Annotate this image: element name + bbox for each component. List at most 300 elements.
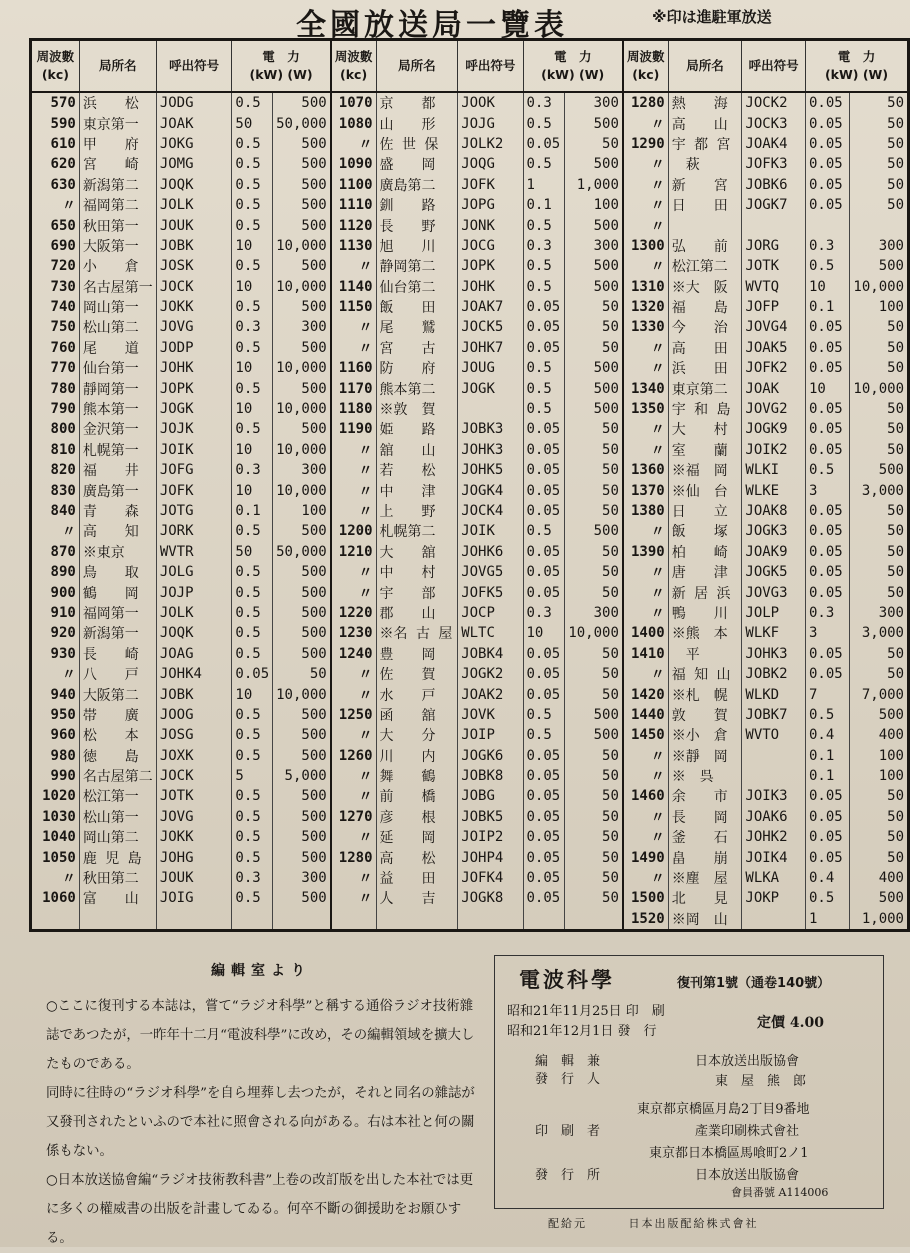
freq-header-text: (kc) bbox=[41, 67, 69, 82]
power-kw: 0.5 bbox=[805, 460, 849, 480]
station-name: 仙台第一 bbox=[79, 358, 156, 378]
frequency: 1060 bbox=[31, 888, 80, 908]
call-sign: JOKK bbox=[156, 827, 232, 847]
power-kw: 10 bbox=[232, 236, 273, 256]
frequency: 800 bbox=[31, 419, 80, 439]
power-kw: 0.05 bbox=[805, 358, 849, 378]
station-name: ※岡 山 bbox=[668, 909, 742, 931]
power-kw: 0.5 bbox=[232, 786, 273, 806]
call-sign bbox=[458, 909, 523, 931]
frequency: 1170 bbox=[331, 378, 376, 398]
frequency: 〃 bbox=[623, 582, 668, 602]
frequency: 1500 bbox=[623, 888, 668, 908]
power-w: 50 bbox=[565, 644, 623, 664]
page-title: 全國放送局一覽表 bbox=[296, 8, 568, 43]
power-w: 50 bbox=[850, 786, 909, 806]
power-w: 500 bbox=[273, 623, 331, 643]
power-w: 500 bbox=[565, 399, 623, 419]
frequency: 〃 bbox=[623, 603, 668, 623]
frequency: 740 bbox=[31, 297, 80, 317]
table-row bbox=[31, 501, 909, 521]
call-sign: JOIK bbox=[458, 521, 523, 541]
table-row bbox=[31, 562, 909, 582]
frequency: 1200 bbox=[331, 521, 376, 541]
power-w: 500 bbox=[273, 582, 331, 602]
call-sign: JOAK7 bbox=[458, 297, 523, 317]
frequency: 〃 bbox=[623, 664, 668, 684]
frequency: 690 bbox=[31, 236, 80, 256]
power-kw: 0.05 bbox=[523, 440, 565, 460]
call-sign: JOHK7 bbox=[458, 338, 523, 358]
frequency: 〃 bbox=[331, 256, 376, 276]
power-kw: 0.05 bbox=[805, 440, 849, 460]
frequency: 〃 bbox=[31, 868, 80, 888]
frequency: 〃 bbox=[623, 175, 668, 195]
frequency: 1490 bbox=[623, 847, 668, 867]
call-sign: JOMG bbox=[156, 154, 232, 174]
call-sign: JOHK4 bbox=[156, 664, 232, 684]
call-sign: JOBK7 bbox=[742, 705, 806, 725]
power-w: 500 bbox=[273, 154, 331, 174]
power-w: 50 bbox=[850, 399, 909, 419]
power-kw: 0.05 bbox=[805, 542, 849, 562]
frequency: 〃 bbox=[331, 664, 376, 684]
power-w bbox=[850, 215, 909, 235]
call-sign: JOGK4 bbox=[458, 480, 523, 500]
frequency: 〃 bbox=[331, 888, 376, 908]
power-kw: 0.05 bbox=[523, 746, 565, 766]
power-kw: 10 bbox=[232, 480, 273, 500]
station-name: 高 山 bbox=[668, 113, 742, 133]
frequency: 1030 bbox=[31, 807, 80, 827]
editor-paragraph: ○ここに復刊する本誌は，嘗て“ラジオ科學”と稱する通俗ラジオ技術雜誌であつたが，一昨年十二月“電波科學”に改め，その編輯領域を擴大したものである。 bbox=[46, 999, 475, 1072]
station-name: 福岡第一 bbox=[79, 603, 156, 623]
power-kw: 5 bbox=[232, 766, 273, 786]
power-kw: 0.05 bbox=[523, 807, 565, 827]
station-name: 松山第一 bbox=[79, 807, 156, 827]
power-kw: 0.05 bbox=[805, 338, 849, 358]
power-kw: 0.3 bbox=[805, 603, 849, 623]
frequency: 〃 bbox=[623, 807, 668, 827]
power-header-text: (W) bbox=[579, 67, 605, 82]
call-sign bbox=[742, 215, 806, 235]
station-name: 柏 崎 bbox=[668, 542, 742, 562]
power-kw: 0.05 bbox=[523, 480, 565, 500]
table-row bbox=[31, 766, 909, 786]
call-sign: JOCK3 bbox=[742, 113, 806, 133]
power-w: 100 bbox=[565, 195, 623, 215]
power-w: 50 bbox=[273, 664, 331, 684]
table-header bbox=[31, 40, 909, 93]
table-row bbox=[31, 725, 909, 745]
station-name: ※熊 本 bbox=[668, 623, 742, 643]
power-w: 50 bbox=[850, 195, 909, 215]
frequency: 990 bbox=[31, 766, 80, 786]
frequency: 1320 bbox=[623, 297, 668, 317]
name-header-text: 局所名 bbox=[398, 58, 436, 73]
power-kw: 0.05 bbox=[523, 338, 565, 358]
table-row bbox=[31, 113, 909, 133]
call-sign: JOHG bbox=[156, 847, 232, 867]
name-header bbox=[668, 40, 742, 93]
power-w: 500 bbox=[273, 725, 331, 745]
station-name: 畠 崩 bbox=[668, 847, 742, 867]
table-row bbox=[31, 338, 909, 358]
table-row bbox=[31, 297, 909, 317]
power-kw: 0.05 bbox=[523, 317, 565, 337]
call-sign: JODG bbox=[156, 92, 232, 113]
table-row bbox=[31, 909, 909, 931]
name-header bbox=[79, 40, 156, 93]
printer-label: 印 刷 者 bbox=[535, 1124, 601, 1139]
station-name: 舞 鶴 bbox=[376, 766, 458, 786]
station-name: 熊本第一 bbox=[79, 399, 156, 419]
call-sign: JOBK2 bbox=[742, 664, 806, 684]
frequency: 〃 bbox=[331, 317, 376, 337]
frequency: 980 bbox=[31, 746, 80, 766]
power-kw: 0.5 bbox=[232, 847, 273, 867]
print-date: 昭和21年11月25日 印 刷 bbox=[507, 1004, 665, 1019]
call-sign: JOTK bbox=[742, 256, 806, 276]
frequency: 910 bbox=[31, 603, 80, 623]
frequency: 〃 bbox=[331, 440, 376, 460]
call-header bbox=[742, 40, 806, 93]
call-sign: JOUG bbox=[458, 358, 523, 378]
station-name: 余 市 bbox=[668, 786, 742, 806]
power-kw: 10 bbox=[232, 277, 273, 297]
table-row bbox=[31, 827, 909, 847]
power-w: 50 bbox=[850, 542, 909, 562]
magazine-name: 電波科學 bbox=[519, 967, 615, 992]
table-row bbox=[31, 664, 909, 684]
power-kw: 10 bbox=[232, 440, 273, 460]
power-w: 50 bbox=[565, 664, 623, 684]
call-sign: JOCK5 bbox=[458, 317, 523, 337]
station-name: 鶴 岡 bbox=[79, 582, 156, 602]
issue-number: 復刊第1號（通卷140號） bbox=[677, 976, 831, 991]
power-w: 500 bbox=[273, 786, 331, 806]
power-kw: 0.5 bbox=[232, 256, 273, 276]
power-w: 10,000 bbox=[273, 236, 331, 256]
station-name: 防 府 bbox=[376, 358, 458, 378]
power-w: 50 bbox=[565, 460, 623, 480]
power-w: 50,000 bbox=[273, 542, 331, 562]
printer-org: 產業印刷株式會社 bbox=[695, 1124, 800, 1139]
power-kw: 0.3 bbox=[232, 868, 273, 888]
power-w: 50 bbox=[565, 582, 623, 602]
station-name: 高 田 bbox=[668, 338, 742, 358]
table-row bbox=[31, 603, 909, 623]
power-kw: 10 bbox=[805, 277, 849, 297]
frequency: 870 bbox=[31, 542, 80, 562]
table-row bbox=[31, 888, 909, 908]
station-name: 甲 府 bbox=[79, 134, 156, 154]
station-name: 福岡第二 bbox=[79, 195, 156, 215]
station-name: 新潟第一 bbox=[79, 623, 156, 643]
frequency: 〃 bbox=[31, 195, 80, 215]
station-name: 仙台第二 bbox=[376, 277, 458, 297]
distributor-name: 日本出版配給株式會社 bbox=[628, 1217, 759, 1230]
frequency: 1310 bbox=[623, 277, 668, 297]
power-kw: 0.5 bbox=[232, 807, 273, 827]
power-w: 50 bbox=[850, 501, 909, 521]
station-name: ※仙 台 bbox=[668, 480, 742, 500]
power-kw: 0.5 bbox=[523, 725, 565, 745]
station-name: 宮 古 bbox=[376, 338, 458, 358]
power-w: 10,000 bbox=[565, 623, 623, 643]
power-kw: 0.5 bbox=[232, 215, 273, 235]
frequency: 770 bbox=[31, 358, 80, 378]
station-name: 北 見 bbox=[668, 888, 742, 908]
station-name: 秋田第一 bbox=[79, 215, 156, 235]
table-row bbox=[31, 277, 909, 297]
call-sign: JOHK6 bbox=[458, 542, 523, 562]
call-sign: JOIK bbox=[156, 440, 232, 460]
frequency: 〃 bbox=[331, 582, 376, 602]
frequency: 1160 bbox=[331, 358, 376, 378]
frequency: 1400 bbox=[623, 623, 668, 643]
frequency: 1260 bbox=[331, 746, 376, 766]
power-w: 500 bbox=[273, 827, 331, 847]
station-name: 飯 田 bbox=[376, 297, 458, 317]
power-w: 10,000 bbox=[273, 399, 331, 419]
power-w: 500 bbox=[273, 644, 331, 664]
power-kw: 0.5 bbox=[523, 256, 565, 276]
power-kw bbox=[232, 909, 273, 931]
power-w: 50 bbox=[850, 807, 909, 827]
power-kw bbox=[805, 215, 849, 235]
call-sign: JOBK4 bbox=[458, 644, 523, 664]
call-sign: JOBK3 bbox=[458, 419, 523, 439]
power-w: 10,000 bbox=[273, 277, 331, 297]
table-row bbox=[31, 644, 909, 664]
power-kw: 0.05 bbox=[805, 562, 849, 582]
call-sign: JOVG3 bbox=[742, 582, 806, 602]
frequency: 〃 bbox=[623, 215, 668, 235]
frequency: 1460 bbox=[623, 786, 668, 806]
distributor bbox=[548, 1215, 759, 1231]
table-row bbox=[31, 195, 909, 215]
power-w: 1,000 bbox=[565, 175, 623, 195]
power-w: 50 bbox=[850, 440, 909, 460]
power-w: 3,000 bbox=[850, 480, 909, 500]
frequency: 920 bbox=[31, 623, 80, 643]
power-kw: 0.05 bbox=[523, 297, 565, 317]
power-kw: 0.5 bbox=[523, 358, 565, 378]
station-name bbox=[668, 215, 742, 235]
power-w: 500 bbox=[273, 134, 331, 154]
freq-header-text: 周波數 bbox=[334, 49, 373, 64]
call-sign: WVTQ bbox=[742, 277, 806, 297]
table-row bbox=[31, 847, 909, 867]
power-kw: 0.5 bbox=[232, 705, 273, 725]
freq-header bbox=[623, 40, 668, 93]
power-kw: 0.05 bbox=[805, 175, 849, 195]
power-kw: 0.05 bbox=[805, 154, 849, 174]
power-kw: 0.5 bbox=[232, 154, 273, 174]
power-w: 50 bbox=[565, 542, 623, 562]
table-row bbox=[31, 419, 909, 439]
frequency: 〃 bbox=[331, 480, 376, 500]
call-header-text: 呼出符号 bbox=[748, 58, 799, 73]
power-w: 50 bbox=[565, 684, 623, 704]
frequency: 1410 bbox=[623, 644, 668, 664]
call-sign: WLKE bbox=[742, 480, 806, 500]
station-name: 佐 賀 bbox=[376, 664, 458, 684]
call-sign: JOIK4 bbox=[742, 847, 806, 867]
station-name: 山 形 bbox=[376, 113, 458, 133]
power-w: 500 bbox=[273, 419, 331, 439]
power-w: 300 bbox=[273, 460, 331, 480]
power-w: 100 bbox=[850, 746, 909, 766]
frequency: 〃 bbox=[331, 501, 376, 521]
call-sign: JOJG bbox=[458, 113, 523, 133]
power-w: 50 bbox=[565, 419, 623, 439]
power-w: 500 bbox=[273, 175, 331, 195]
power-header-text: (kW) bbox=[824, 67, 859, 82]
station-name: 中 村 bbox=[376, 562, 458, 582]
power-w: 500 bbox=[273, 215, 331, 235]
power-w: 50 bbox=[850, 664, 909, 684]
station-name: 帯 廣 bbox=[79, 705, 156, 725]
power-w: 10,000 bbox=[273, 480, 331, 500]
power-header-text: (W) bbox=[862, 67, 889, 82]
call-sign: JOCK2 bbox=[742, 92, 806, 113]
call-sign: JOTG bbox=[156, 501, 232, 521]
station-name: 鴨 川 bbox=[668, 603, 742, 623]
table-row bbox=[31, 236, 909, 256]
call-sign: WLKA bbox=[742, 868, 806, 888]
call-sign: JOAK5 bbox=[742, 338, 806, 358]
frequency: 1130 bbox=[331, 236, 376, 256]
table-row bbox=[31, 786, 909, 806]
call-sign: JOIG bbox=[156, 888, 232, 908]
call-sign: JOVG bbox=[156, 317, 232, 337]
power-kw: 0.4 bbox=[805, 868, 849, 888]
power-w: 50 bbox=[565, 746, 623, 766]
call-sign: WVTO bbox=[742, 725, 806, 745]
call-sign bbox=[742, 766, 806, 786]
call-sign: JOVG5 bbox=[458, 562, 523, 582]
station-name: 静岡第二 bbox=[376, 256, 458, 276]
station-name: 大阪第一 bbox=[79, 236, 156, 256]
power-w: 500 bbox=[273, 562, 331, 582]
frequency: 590 bbox=[31, 113, 80, 133]
call-sign: JOGK7 bbox=[742, 195, 806, 215]
table-row bbox=[31, 807, 909, 827]
power-header-text: (W) bbox=[287, 67, 313, 82]
station-name: 岡山第二 bbox=[79, 827, 156, 847]
call-sign: WVTR bbox=[156, 542, 232, 562]
call-sign: JOFK3 bbox=[742, 154, 806, 174]
power-kw: 0.05 bbox=[805, 786, 849, 806]
station-name: 前 橋 bbox=[376, 786, 458, 806]
power-w: 50 bbox=[850, 175, 909, 195]
station-name: 延 岡 bbox=[376, 827, 458, 847]
frequency: 1280 bbox=[623, 92, 668, 113]
call-sign: WLKF bbox=[742, 623, 806, 643]
frequency: 630 bbox=[31, 175, 80, 195]
call-sign: JOIP2 bbox=[458, 827, 523, 847]
power-w: 500 bbox=[565, 256, 623, 276]
station-name: 彦 根 bbox=[376, 807, 458, 827]
power-w: 50 bbox=[850, 358, 909, 378]
power-header bbox=[805, 40, 908, 93]
power-w: 10,000 bbox=[273, 358, 331, 378]
power-kw: 0.5 bbox=[523, 113, 565, 133]
power-kw: 0.5 bbox=[232, 297, 273, 317]
power-kw: 10 bbox=[232, 399, 273, 419]
power-w: 50 bbox=[565, 868, 623, 888]
station-name: 大阪第二 bbox=[79, 684, 156, 704]
call-sign: JOLK bbox=[156, 603, 232, 623]
call-sign: JOLG bbox=[156, 562, 232, 582]
power-w: 500 bbox=[273, 807, 331, 827]
call-sign: JOQK bbox=[156, 175, 232, 195]
call-sign: JOCP bbox=[458, 603, 523, 623]
power-kw: 0.5 bbox=[232, 644, 273, 664]
frequency: 720 bbox=[31, 256, 80, 276]
station-name: 宮 崎 bbox=[79, 154, 156, 174]
power-w: 50 bbox=[850, 419, 909, 439]
station-name: 函 舘 bbox=[376, 705, 458, 725]
power-w: 300 bbox=[565, 92, 623, 113]
power-kw: 0.5 bbox=[232, 725, 273, 745]
call-sign: JOBK6 bbox=[742, 175, 806, 195]
distributor-label: 配給元 bbox=[548, 1217, 587, 1230]
table-row bbox=[31, 175, 909, 195]
power-w: 50 bbox=[565, 134, 623, 154]
power-w: 400 bbox=[850, 868, 909, 888]
power-kw: 0.05 bbox=[805, 92, 849, 113]
power-w: 500 bbox=[850, 256, 909, 276]
table-row bbox=[31, 358, 909, 378]
power-header-text: 電 力 bbox=[553, 49, 592, 64]
power-w bbox=[565, 909, 623, 931]
power-w: 500 bbox=[565, 215, 623, 235]
frequency: 〃 bbox=[331, 684, 376, 704]
power-w: 500 bbox=[273, 746, 331, 766]
power-kw: 0.3 bbox=[232, 460, 273, 480]
power-header-text: (kW) bbox=[541, 67, 575, 82]
frequency: 940 bbox=[31, 684, 80, 704]
station-name: 益 田 bbox=[376, 868, 458, 888]
station-name bbox=[79, 909, 156, 931]
power-kw: 0.5 bbox=[232, 623, 273, 643]
station-name: 八 戸 bbox=[79, 664, 156, 684]
station-name: 姫 路 bbox=[376, 419, 458, 439]
power-w: 500 bbox=[273, 297, 331, 317]
call-sign: JOGK6 bbox=[458, 746, 523, 766]
power-w: 50 bbox=[850, 582, 909, 602]
power-kw: 0.5 bbox=[232, 888, 273, 908]
frequency: 1420 bbox=[623, 684, 668, 704]
editor-label: 編 輯 兼 bbox=[535, 1054, 601, 1069]
power-kw: 0.05 bbox=[805, 582, 849, 602]
frequency: 1120 bbox=[331, 215, 376, 235]
frequency: 1370 bbox=[623, 480, 668, 500]
call-sign: WLKD bbox=[742, 684, 806, 704]
station-name: 宇 和 島 bbox=[668, 399, 742, 419]
power-w: 50 bbox=[850, 644, 909, 664]
power-header bbox=[232, 40, 331, 93]
call-sign: JOLK2 bbox=[458, 134, 523, 154]
frequency: 1220 bbox=[331, 603, 376, 623]
frequency: 1250 bbox=[331, 705, 376, 725]
power-kw: 0.5 bbox=[232, 195, 273, 215]
power-w: 50 bbox=[565, 888, 623, 908]
station-name: 靜岡第一 bbox=[79, 378, 156, 398]
